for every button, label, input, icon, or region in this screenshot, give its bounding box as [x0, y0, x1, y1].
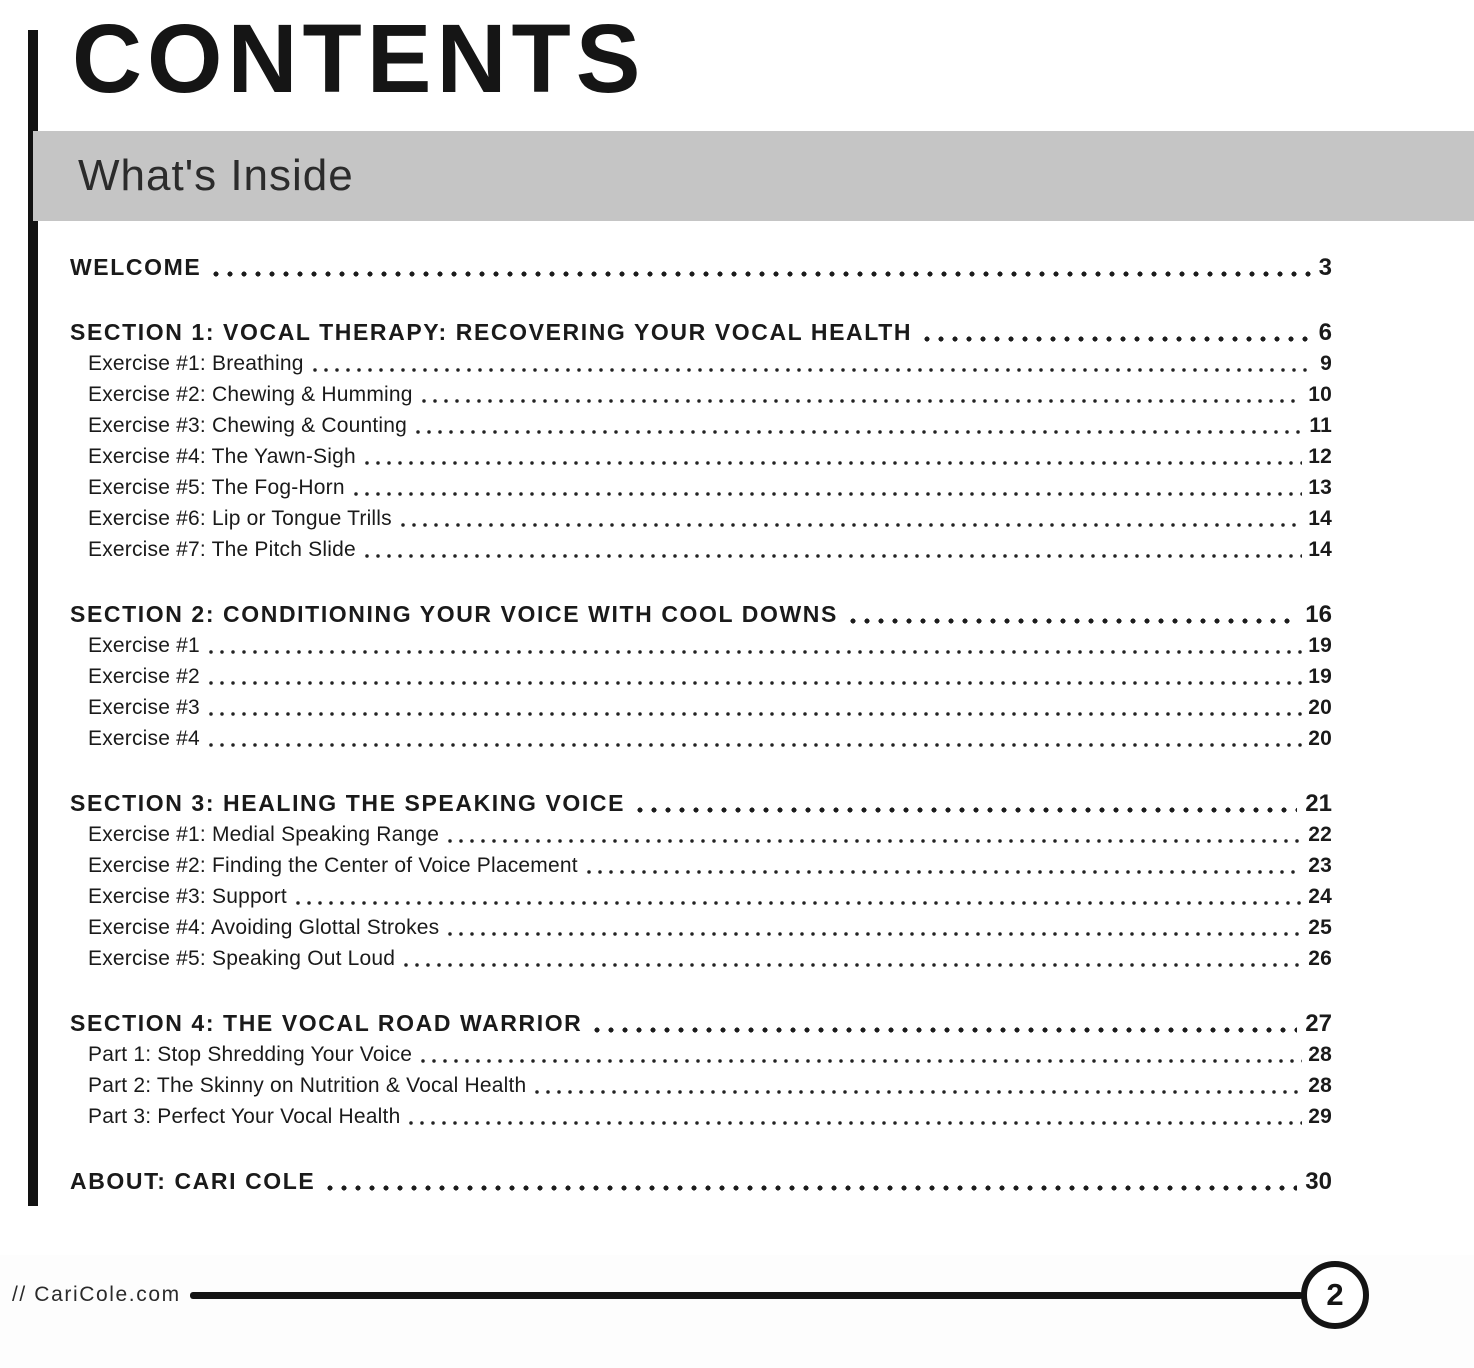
toc-row[interactable] [70, 348, 1332, 379]
dotted-leader [924, 336, 1311, 342]
dotted-leader [296, 901, 1302, 905]
toc-entry-page: 29 [1308, 1105, 1332, 1128]
toc-entry-label: Exercise #7: The Pitch Slide [88, 538, 356, 561]
dotted-leader [448, 839, 1302, 843]
toc-row[interactable] [70, 692, 1332, 723]
dotted-leader [209, 712, 1302, 716]
toc-entry-label: Exercise #4 [88, 727, 200, 750]
toc-entry-label: Exercise #1 [88, 634, 200, 657]
toc-entry-page: 12 [1308, 445, 1332, 468]
toc-row[interactable] [70, 630, 1332, 661]
toc-entry-label: SECTION 3: HEALING THE SPEAKING VOICE [70, 790, 626, 816]
toc-entry-page: 9 [1320, 352, 1332, 375]
toc-row[interactable] [70, 410, 1332, 441]
page-number: 2 [1326, 1277, 1344, 1312]
toc-row[interactable] [70, 723, 1332, 754]
toc-entry-label: Exercise #2: Chewing & Humming [88, 383, 413, 406]
toc-entry-page: 19 [1308, 665, 1332, 688]
toc-row[interactable] [70, 1039, 1332, 1070]
toc-row[interactable] [70, 819, 1332, 850]
toc-row[interactable] [70, 252, 1332, 283]
toc-entry-label: Exercise #4: The Yawn-Sigh [88, 445, 356, 468]
page-footer [0, 1255, 1474, 1368]
toc-row[interactable] [70, 534, 1332, 565]
toc-row[interactable] [70, 379, 1332, 410]
toc-entry-page: 23 [1308, 854, 1332, 877]
dotted-leader [637, 807, 1297, 813]
toc-entry-page: 19 [1308, 634, 1332, 657]
dotted-leader [365, 554, 1302, 558]
banner-subtitle: What's Inside [78, 151, 354, 200]
toc-list [70, 252, 1332, 1197]
dotted-leader [313, 368, 1314, 372]
toc-entry-label: Part 1: Stop Shredding Your Voice [88, 1043, 413, 1066]
toc-entry-page: 25 [1308, 916, 1332, 939]
toc-entry-page: 6 [1318, 319, 1332, 346]
toc-row[interactable] [70, 943, 1332, 974]
toc-entry-page: 27 [1305, 1010, 1332, 1037]
dotted-leader [209, 743, 1302, 747]
dotted-leader [535, 1090, 1302, 1094]
toc-row[interactable] [70, 1070, 1332, 1101]
dotted-leader [421, 1059, 1302, 1063]
toc-row[interactable] [70, 881, 1332, 912]
toc-entry-page: 14 [1308, 507, 1332, 530]
toc-entry-label: SECTION 4: THE VOCAL ROAD WARRIOR [70, 1010, 583, 1036]
toc-entry-page: 26 [1308, 947, 1332, 970]
dotted-leader [404, 963, 1302, 967]
toc-row[interactable] [70, 1101, 1332, 1132]
toc-entry-page: 13 [1308, 476, 1332, 499]
toc-row[interactable] [70, 599, 1332, 630]
toc-row[interactable] [70, 661, 1332, 692]
toc-entry-label: Exercise #3: Chewing & Counting [88, 414, 408, 437]
toc-row[interactable] [70, 1166, 1332, 1197]
dotted-leader [209, 650, 1302, 654]
toc-entry-page: 10 [1308, 383, 1332, 406]
toc-entry-page: 14 [1308, 538, 1332, 561]
toc-row[interactable] [70, 1008, 1332, 1039]
toc-row[interactable] [70, 503, 1332, 534]
toc-entry-label: Exercise #3 [88, 696, 200, 719]
toc-entry-label: Exercise #4: Avoiding Glottal Strokes [88, 916, 440, 939]
dotted-leader [850, 618, 1297, 624]
dotted-leader [422, 399, 1303, 403]
toc-entry-label: Exercise #5: Speaking Out Loud [88, 947, 396, 970]
toc-row[interactable] [70, 912, 1332, 943]
dotted-leader [587, 870, 1302, 874]
toc-entry-page: 3 [1318, 254, 1332, 281]
toc-entry-label: Part 3: Perfect Your Vocal Health [88, 1105, 401, 1128]
toc-row[interactable] [70, 441, 1332, 472]
dotted-leader [401, 523, 1302, 527]
toc-entry-label: Exercise #6: Lip or Tongue Trills [88, 507, 392, 530]
toc-entry-page: 28 [1308, 1043, 1332, 1066]
toc-entry-label: Exercise #2 [88, 665, 200, 688]
page-title: CONTENTS [72, 4, 646, 113]
toc-entry-label: WELCOME [70, 254, 202, 280]
toc-entry-page: 16 [1305, 601, 1332, 628]
toc-entry-page: 11 [1309, 414, 1332, 437]
toc-entry-label: SECTION 1: VOCAL THERAPY: RECOVERING YOUR VOCAL HEALTH [70, 319, 913, 345]
dotted-leader [594, 1027, 1297, 1033]
toc-entry-label: ABOUT: CARI COLE [70, 1168, 316, 1194]
toc-entry-label: Part 2: The Skinny on Nutrition & Vocal Health [88, 1074, 527, 1097]
toc-entry-label: Exercise #3: Support [88, 885, 287, 908]
toc-entry-label: SECTION 2: CONDITIONING YOUR VOICE WITH COOL DOWNS [70, 601, 838, 627]
toc-row[interactable] [70, 788, 1332, 819]
dotted-leader [327, 1185, 1297, 1191]
whats-inside-banner [33, 131, 1474, 221]
toc-entry-page: 30 [1305, 1168, 1332, 1195]
toc-row[interactable] [70, 850, 1332, 881]
footer-site-link[interactable]: // CariCole.com [12, 1283, 181, 1306]
dotted-leader [213, 271, 1310, 277]
dotted-leader [365, 461, 1302, 465]
toc-entry-label: Exercise #5: The Fog-Horn [88, 476, 345, 499]
toc-entry-page: 21 [1305, 790, 1332, 817]
toc-row[interactable] [70, 317, 1332, 348]
toc-row[interactable] [70, 472, 1332, 503]
dotted-leader [416, 430, 1303, 434]
toc-entry-page: 28 [1308, 1074, 1332, 1097]
dotted-leader [209, 681, 1302, 685]
dotted-leader [448, 932, 1302, 936]
toc-entry-page: 20 [1308, 696, 1332, 719]
toc-entry-page: 20 [1308, 727, 1332, 750]
toc-entry-label: Exercise #1: Medial Speaking Range [88, 823, 440, 846]
dotted-leader [409, 1121, 1302, 1125]
page-number-badge [1301, 1261, 1369, 1329]
dotted-leader [354, 492, 1303, 496]
footer-rule-line [190, 1292, 1303, 1299]
toc-entry-page: 24 [1308, 885, 1332, 908]
toc-entry-page: 22 [1308, 823, 1332, 846]
toc-entry-label: Exercise #1: Breathing [88, 352, 304, 375]
toc-entry-label: Exercise #2: Finding the Center of Voice Placement [88, 854, 578, 877]
